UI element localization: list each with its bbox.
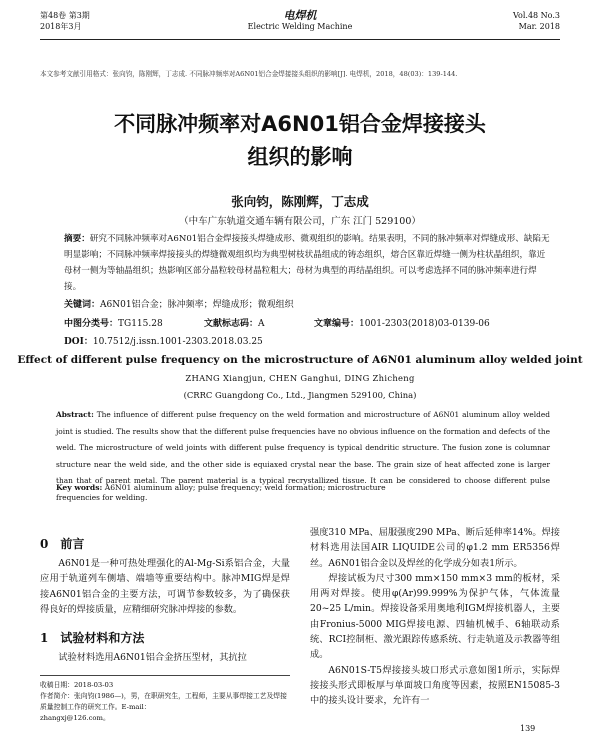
paper-title [40, 108, 560, 174]
english-abstract-label: Abstract: [56, 410, 94, 419]
section-1-heading: 1 试验材料和方法 [40, 631, 145, 646]
running-header [40, 10, 560, 40]
article-no-value: 1001-2303(2018)03-0139-06 [359, 319, 490, 329]
doc-code-field [204, 316, 265, 329]
english-keywords [56, 483, 550, 492]
clc-value: TG115.28 [118, 319, 163, 329]
page-number: 139 [520, 724, 536, 733]
keywords-cn [64, 297, 294, 310]
keywords-label: 关键词： [64, 300, 101, 310]
doc-code-value: A [258, 319, 265, 329]
english-affiliation: (CRRC Guangdong Co., Ltd., Jiangmen 529100, China) [183, 390, 417, 400]
footnote [40, 675, 290, 724]
english-keywords-text: A6N01 aluminum alloy; pulse frequency; weld formation; microstructure [104, 483, 386, 492]
english-authors: ZHANG Xiangjun, CHEN Ganghui, DING Zhicheng [185, 373, 415, 383]
section-0-heading: 0 前言 [40, 537, 85, 551]
authors: 张向钧，陈刚辉，丁志成 [231, 194, 369, 209]
section-1-text: 试验材料选用A6N01铝合金挤压型材，其抗拉 [58, 652, 247, 664]
footnote-received: 收稿日期：2018-03-03 [40, 681, 114, 689]
section-0-text: A6N01是一种可热处理强化的Al-Mg-Si系铝合金，大量应用于轨道列车侧墙、端墙等重要结构中。脉冲MIG焊是焊接A6N01铝合金的主要方法，可调节参数较多，为了确保获得良好的焊接质量，应精细研究脉冲焊接的参数。 [40, 558, 290, 615]
right-column [310, 525, 560, 709]
volume-issue-en: Vol.48 No.3 [513, 11, 560, 20]
left-column [40, 535, 290, 665]
doi-label: DOI： [64, 337, 93, 347]
header-right [513, 10, 560, 32]
doi-row [64, 334, 263, 347]
citation-format: 本文参考文献引用格式：张向钧，陈刚辉，丁志成. 不同脉冲频率对A6N01铝合金焊接接头组织的影响[J]. 电焊机，2018，48(03)：139-144. [40, 70, 458, 78]
clc-field [64, 316, 163, 329]
journal-name-cn: 电焊机 [283, 9, 317, 22]
journal-name-en: Electric Welding Machine [247, 22, 353, 31]
right-paragraph-2: 焊接试板为尺寸300 mm×150 mm×3 mm的板材，采用两对焊接。使用φ(Ar)99.999%为保护气体，气体流量20~25 L/min。焊接设备采用奥地利IGM焊接机器人，主要由Fronius-5000 MIG焊接电源、四轴机械手、6轴联动系统、RCI控制柜、激光跟踪传感系统、行走轨道及示教器等组成。 [310, 572, 560, 661]
abstract-text: 研究不同脉冲频率对A6N01铝合金焊接接头焊缝成形、微观组织的影响。结果表明，不同的脉冲频率对焊缝成形、缺陷无明显影响；不同脉冲频率焊接接头的焊缝微观组织均为典型树枝状晶组成的铸态组织，熔合区靠近焊缝一侧为柱状晶组织，靠近母材一侧为等轴晶组织；热影响区部分晶粒较母材晶粒粗大；母材为典型的再结晶组织。可以考虑选择不同的脉冲频率进行焊接。 [64, 234, 550, 292]
english-abstract-text: The influence of different pulse frequency on the weld formation and microstructure of A6N01 aluminum alloy welded joint is studied. The results show that the different pulse frequencies have no obvious influence on the formation and defects of the weld. The microstructure of weld joints with different pulse frequency is typical dendritic structure. The fusion zone is columnar structure near the weld side, and the other side is equiaxed crystal near the base. The grain size of heat affected zone is larger than that of parent metal. The parent material is a typical recrystallized tissue. It can be considered to choose different pulse frequencies for welding. [56, 410, 550, 502]
abstract-label: 摘要： [64, 234, 90, 244]
doc-code-label: 文献标志码： [204, 319, 259, 329]
volume-issue: 第48卷 第3期 [40, 11, 90, 20]
english-keywords-label: Key words: [56, 483, 103, 492]
right-paragraph-1: 强度310 MPa、屈服强度290 MPa、断后延伸率14%。焊接材料选用法国AIR LIQUIDE公司的φ1.2 mm ER5356焊丝。A6N01铝合金以及焊丝的化学成分如表1所示。 [310, 527, 560, 569]
issue-date: 2018年3月 [40, 22, 82, 31]
header-rule [40, 39, 560, 40]
footnote-author-bio: 作者简介：张向钧(1986—)，男，在职研究生，工程师，主要从事焊接工艺及焊接质量控制工作的研究工作。E-mail： [40, 692, 287, 711]
abstract-cn [64, 231, 550, 295]
paper-title-line1: 不同脉冲频率对A6N01铝合金焊接接头 [114, 112, 486, 136]
issue-date-en: Mar. 2018 [518, 22, 560, 31]
paper-title-line2: 组织的影响 [247, 145, 353, 169]
article-no-label: 文章编号： [314, 319, 360, 329]
keywords-text: A6N01铝合金；脉冲频率；焊缝成形；微观组织 [100, 300, 294, 310]
footnote-email: zhangxj@126.com。 [40, 714, 110, 722]
english-title: Effect of different pulse frequency on the microstructure of A6N01 aluminum alloy welded joint [17, 354, 583, 366]
right-paragraph-3: A6N01S-T5焊接接头坡口形式示意如图1所示，实际焊接接头形式即板厚与单面坡口角度等因素，按照EN15085-3中的接头设计要求，允许有一 [310, 664, 560, 707]
doi-value: 10.7512/j.issn.1001-2303.2018.03.25 [92, 337, 263, 347]
header-center [40, 10, 560, 32]
affiliation: （中车广东轨道交通车辆有限公司，广东 江门 529100） [179, 216, 421, 227]
clc-label: 中图分类号： [64, 319, 119, 329]
article-no-field [314, 316, 490, 329]
